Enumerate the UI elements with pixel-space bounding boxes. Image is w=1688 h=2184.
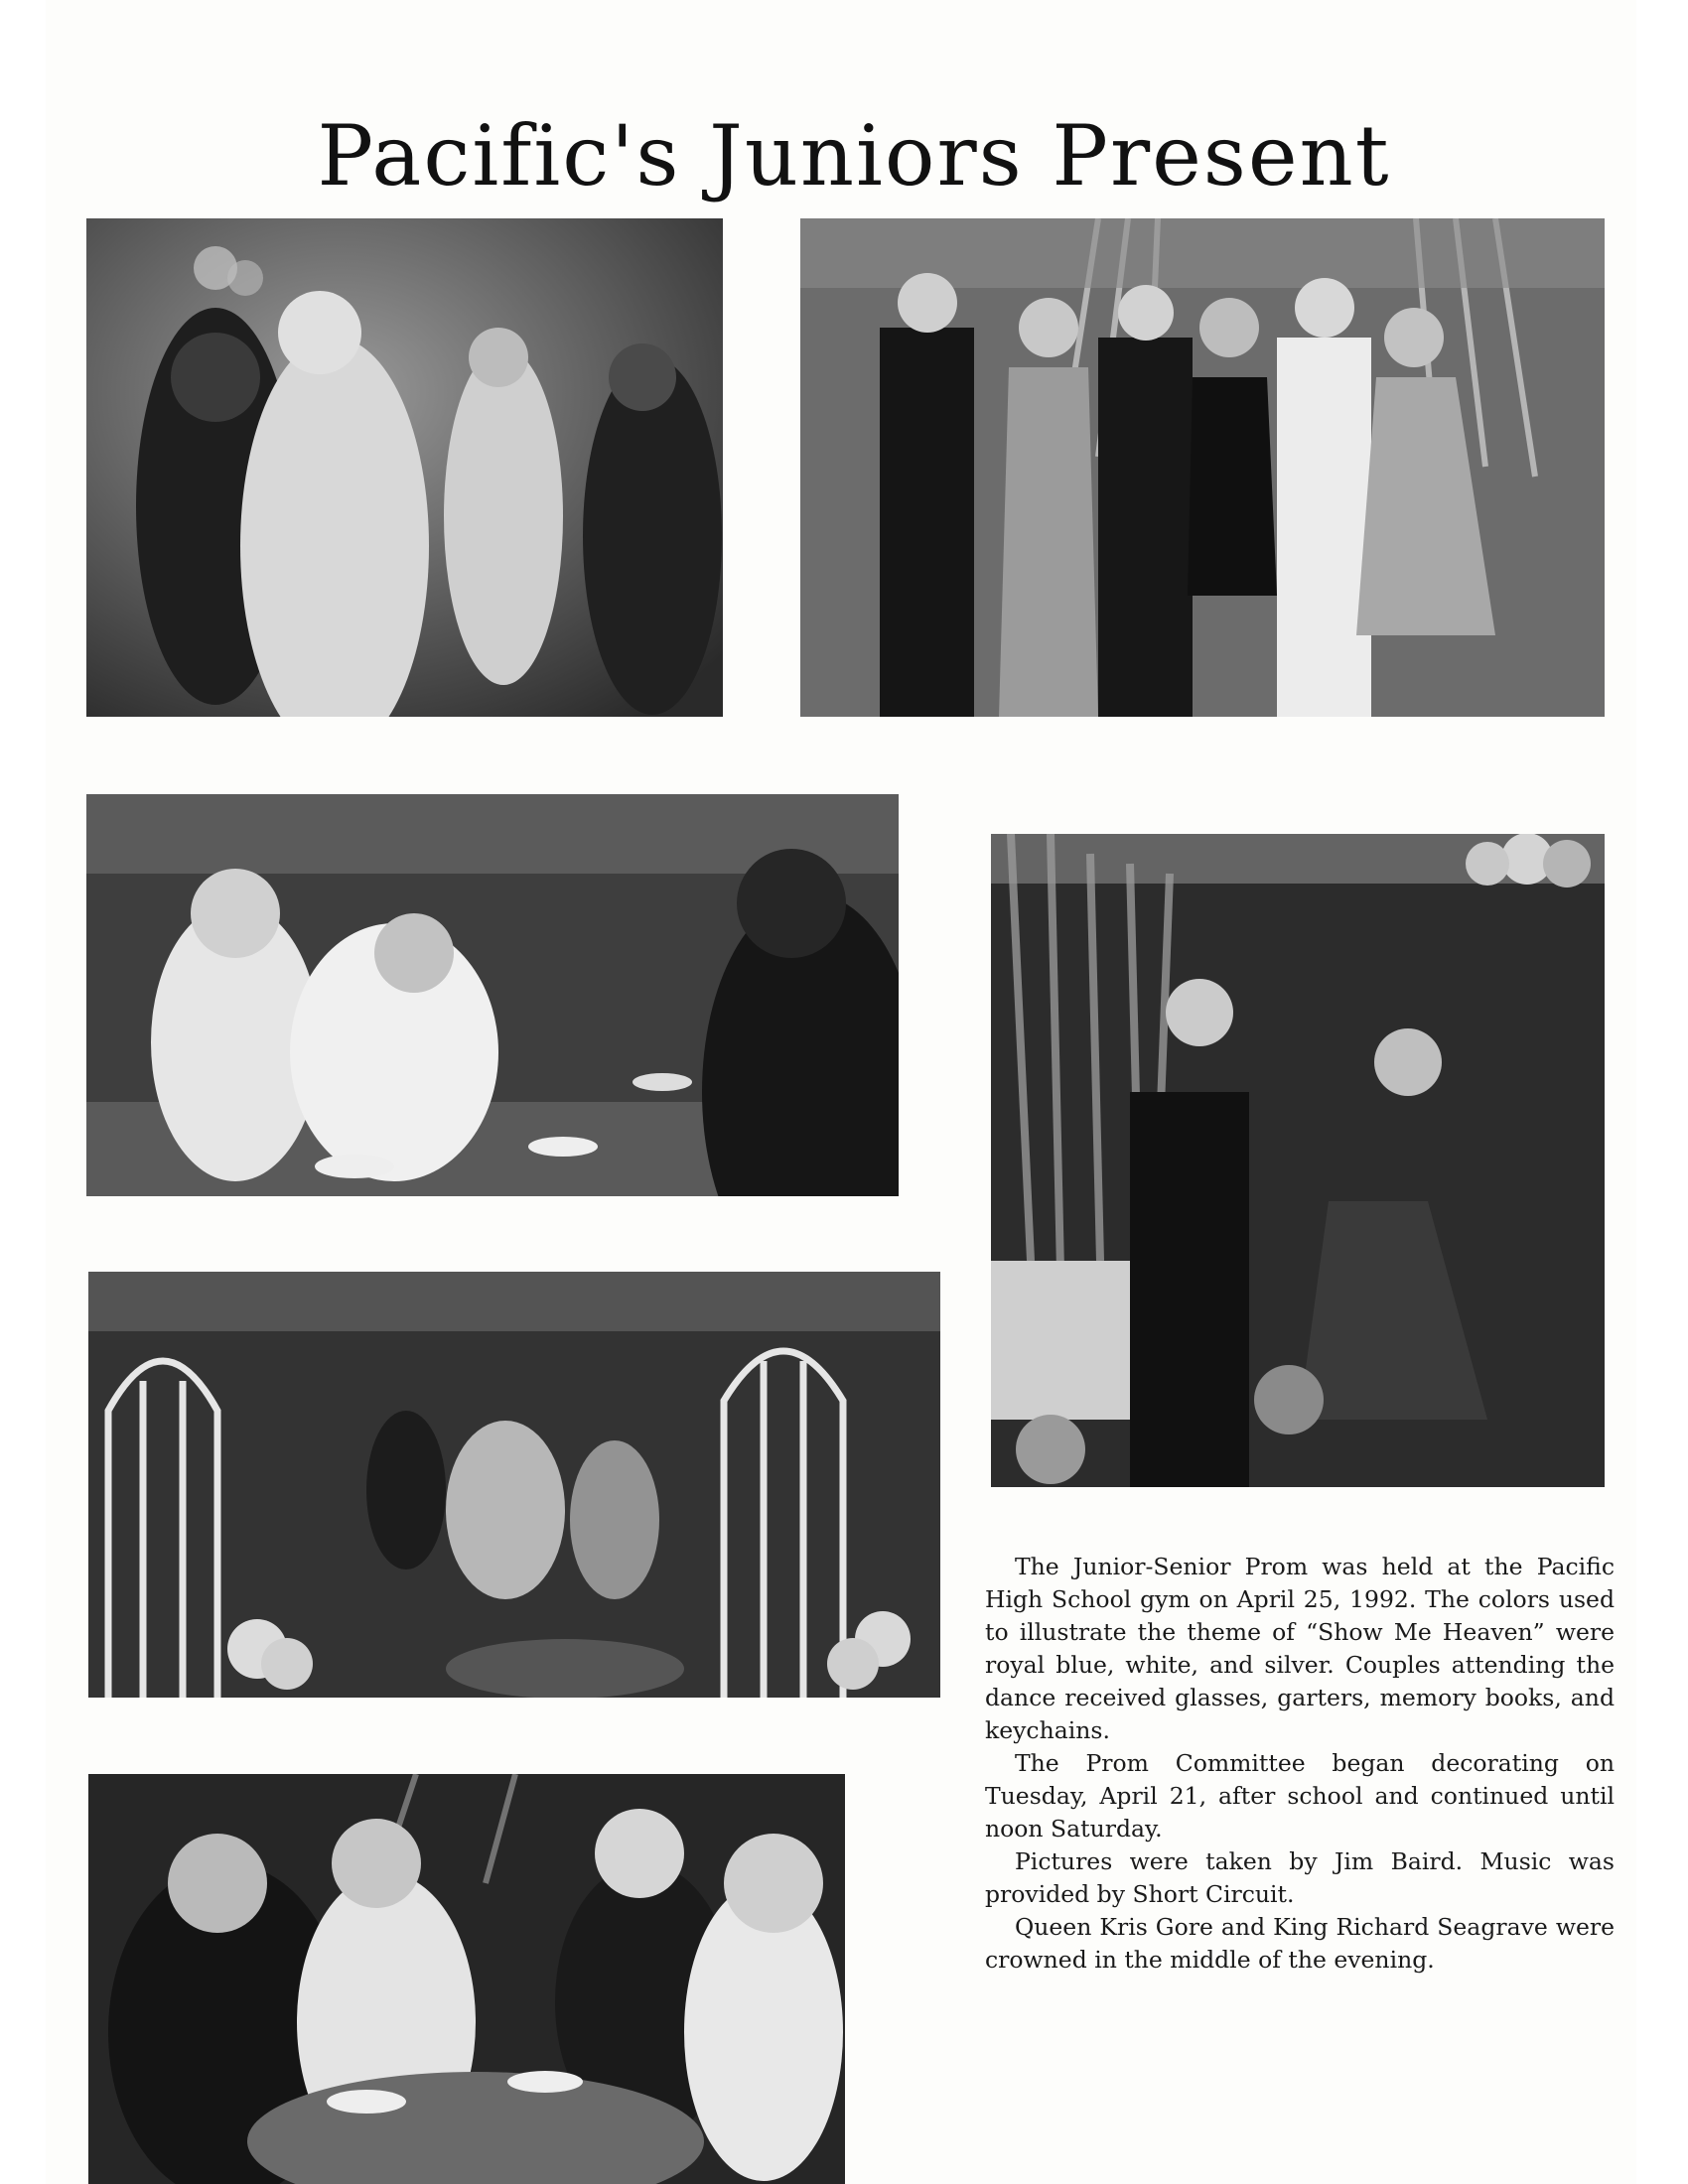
photo-group-formal <box>800 218 1605 717</box>
article-paragraph: The Junior-Senior Prom was held at the Pacific High School gym on April 25, 1992. The colors used to illustrate the theme of “Show Me Heaven” were royal blue, white, and silver. Couples attending the dance received glasses, garters, memory books, and keychains. <box>985 1553 1615 1744</box>
photo-couples-dancing <box>86 218 723 717</box>
photo-table-group <box>88 1774 845 2184</box>
photo-couple-toast <box>991 834 1605 1487</box>
article-text <box>985 1551 1615 1977</box>
article-paragraph: The Prom Committee began decorating on Tuesday, April 21, after school and continued until noon Saturday. <box>985 1749 1615 1843</box>
photo-dinner-table <box>86 794 899 1196</box>
page-title: Pacific's Juniors Present <box>317 107 1391 205</box>
article-paragraph: Queen Kris Gore and King Richard Seagrave were crowned in the middle of the evening. <box>985 1913 1615 1974</box>
article-paragraph: Pictures were taken by Jim Baird. Music was provided by Short Circuit. <box>985 1847 1615 1908</box>
photo-dance-floor <box>88 1272 940 1698</box>
